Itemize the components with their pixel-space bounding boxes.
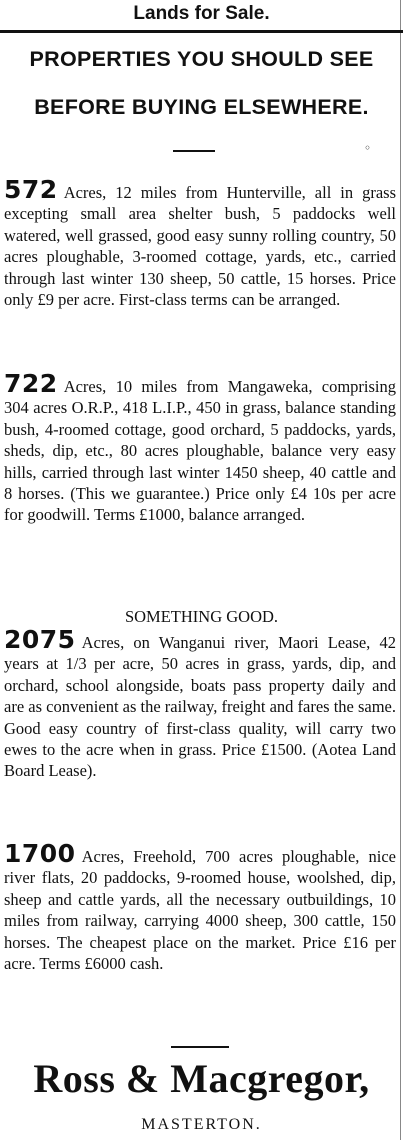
column-border	[400, 0, 401, 1140]
interlude-heading: SOMETHING GOOD.	[124, 607, 279, 626]
section-title: Lands for Sale.	[133, 3, 270, 24]
header-rule	[0, 30, 403, 33]
ornament-mark: ◦	[364, 141, 372, 155]
listing-text: Acres, 10 miles from Mangaweka, comprising 304 acres O.R.P., 418 L.I.P., 450 in grass, balance standing bush, 4-roomed cottage, good orchard, 5 paddocks, yards, sheds, dip, etc., 80 acres ploughable, balance very easy hills, carried through last winter 1450 sheep, 40 cattle and 8 horses. (This we guarantee.) Price only £4 10s per acre for goodwill. Terms £1000, balance arranged.	[4, 377, 396, 525]
firm-town: MASTERTON.	[141, 1116, 262, 1133]
listing-722	[4, 369, 396, 526]
listing-number: 722	[4, 369, 58, 398]
listing-number: 1700	[4, 839, 76, 868]
listing-number: 2075	[4, 625, 76, 654]
listing-text: Acres, on Wanganui river, Maori Lease, 42 years at 1/3 per acre, 50 acres in grass, yards, dip, and orchard, school alongside, boats pass property daily and are as convenient as the railway, freight and fares the same. Good easy country of first-class quality, will carry two ewes to the acre when in grass. Price £1500. (Aotea Land Board Lease).	[4, 633, 397, 781]
listing-2075	[4, 625, 397, 782]
listing-572	[4, 175, 396, 310]
listing-1700	[4, 839, 396, 974]
listing-number: 572	[4, 175, 58, 204]
footer-divider	[171, 1046, 229, 1048]
headline-line-1: PROPERTIES YOU SHOULD SEE	[29, 47, 374, 71]
headline-line-2: BEFORE BUYING ELSEWHERE.	[34, 95, 369, 119]
listing-text: Acres, Freehold, 700 acres ploughable, nice river flats, 20 paddocks, 9-roomed house, woolshed, dip, sheep and cattle yards, all the necessary outbuildings, 10 miles from railway, carrying 4000 sheep, 300 cattle, 150 horses. The cheapest place on the market. Price £16 per acre. Terms £6000 cash.	[4, 847, 396, 974]
listing-text: Acres, 12 miles from Hunterville, all in grass excepting small area shelter bush, 5 paddocks well watered, well grassed, good easy sunny rolling country, 50 acres ploughable, 3-roomed cottage, yards, etc., carried through last winter 130 sheep, 50 cattle, 15 horses. Price only £9 per acre. First-class terms can be arranged.	[4, 183, 396, 310]
headline-divider	[173, 150, 215, 152]
firm-name: Ross & Macgregor,	[33, 1056, 370, 1101]
